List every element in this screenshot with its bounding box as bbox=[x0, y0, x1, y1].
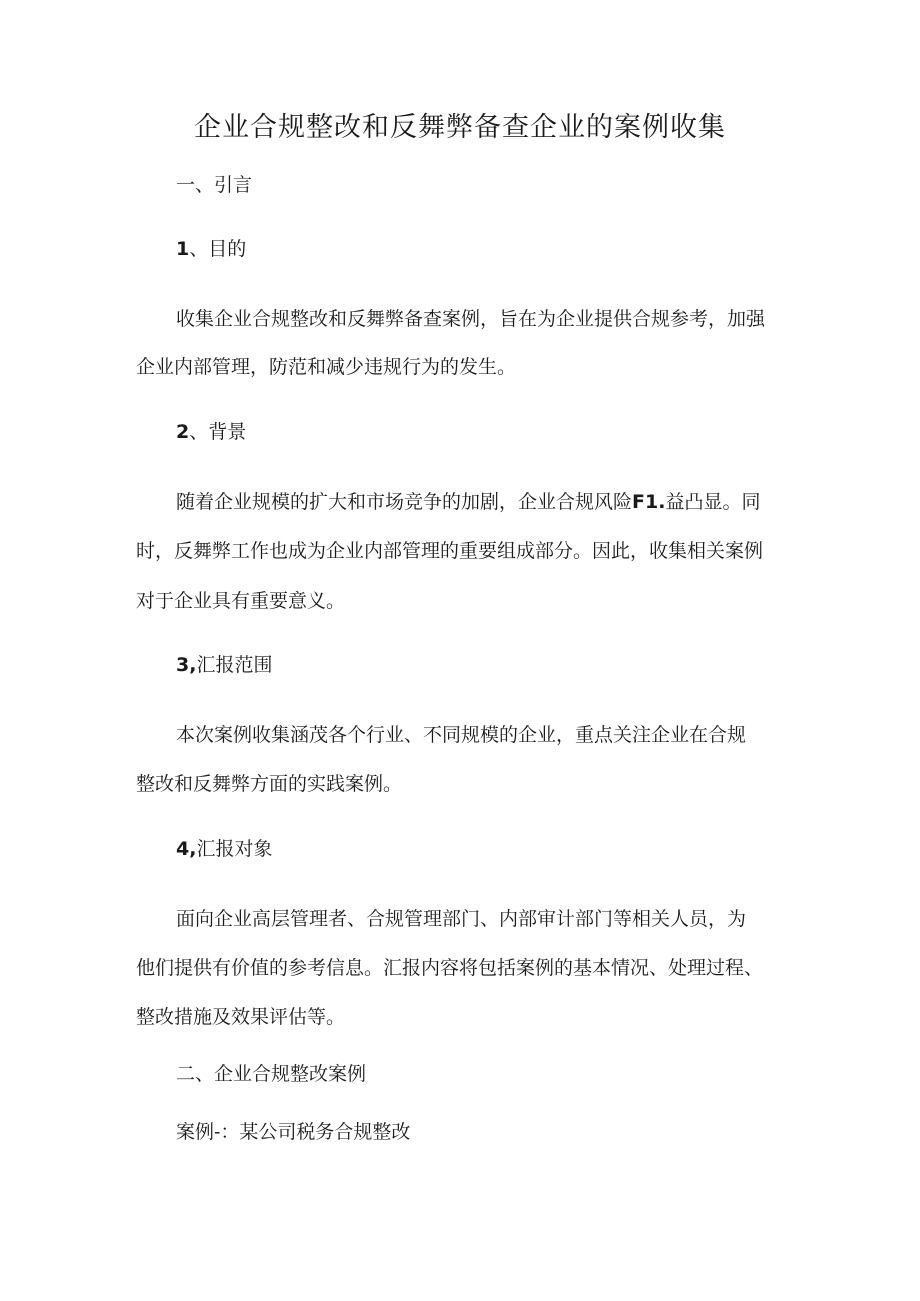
text-run: 益凸显。同 bbox=[665, 491, 761, 513]
subsection-number: 2 bbox=[176, 421, 190, 443]
bold-text-run: F1. bbox=[632, 491, 666, 513]
text-run: 随着企业规模的扩大和市场竞争的加剧，企业合规风险 bbox=[176, 491, 633, 513]
paragraph-line: 对于企业具有重要意义。 bbox=[136, 590, 346, 612]
subsection-number: 3, bbox=[176, 654, 197, 676]
paragraph-line: 整改措施及效果评估等。 bbox=[136, 1006, 346, 1028]
paragraph-line: 整改和反舞弊方面的实践案例。 bbox=[136, 773, 403, 795]
subsection-heading-background bbox=[136, 419, 836, 445]
subsection-heading-audience bbox=[136, 836, 836, 862]
paragraph-line: 面向企业高层管理者、合规管理部门、内部审计部门等相关人员，为 bbox=[176, 908, 747, 930]
subsection-title: 汇报范围 bbox=[196, 654, 273, 676]
subsection-heading-purpose bbox=[136, 236, 836, 262]
subsection-number: 4, bbox=[176, 838, 197, 860]
section-heading-compliance-cases: 二、企业合规整改案例 bbox=[176, 1063, 367, 1085]
subsection-title: 、目的 bbox=[189, 238, 247, 260]
subsection-heading-scope bbox=[136, 652, 836, 678]
document-title: 企业合规整改和反舞弊备查企业的案例收集 bbox=[194, 112, 726, 143]
paragraph-line: 企业内部管理，防范和减少违规行为的发生。 bbox=[136, 356, 517, 378]
paragraph-line: 本次案例收集涵茂各个行业、不同规模的企业，重点关注企业在合规 bbox=[176, 724, 747, 746]
section-heading-intro: 一、引言 bbox=[176, 174, 253, 196]
paragraph-line: 收集企业合规整改和反舞弊备查案例，旨在为企业提供合规参考，加强 bbox=[176, 308, 766, 330]
case-title: 案例-：某公司税务合规整改 bbox=[176, 1121, 411, 1143]
paragraph-line: 时，反舞弊工作也成为企业内部管理的重要组成部分。因此，收集相关案例 bbox=[136, 540, 764, 562]
paragraph-line: 他们提供有价值的参考信息。汇报内容将包括案例的基本情况、处理过程、 bbox=[136, 957, 764, 979]
subsection-title: 、背景 bbox=[189, 421, 247, 443]
subsection-number: 1 bbox=[176, 238, 190, 260]
subsection-title: 汇报对象 bbox=[196, 838, 273, 860]
paragraph-line bbox=[136, 489, 836, 515]
